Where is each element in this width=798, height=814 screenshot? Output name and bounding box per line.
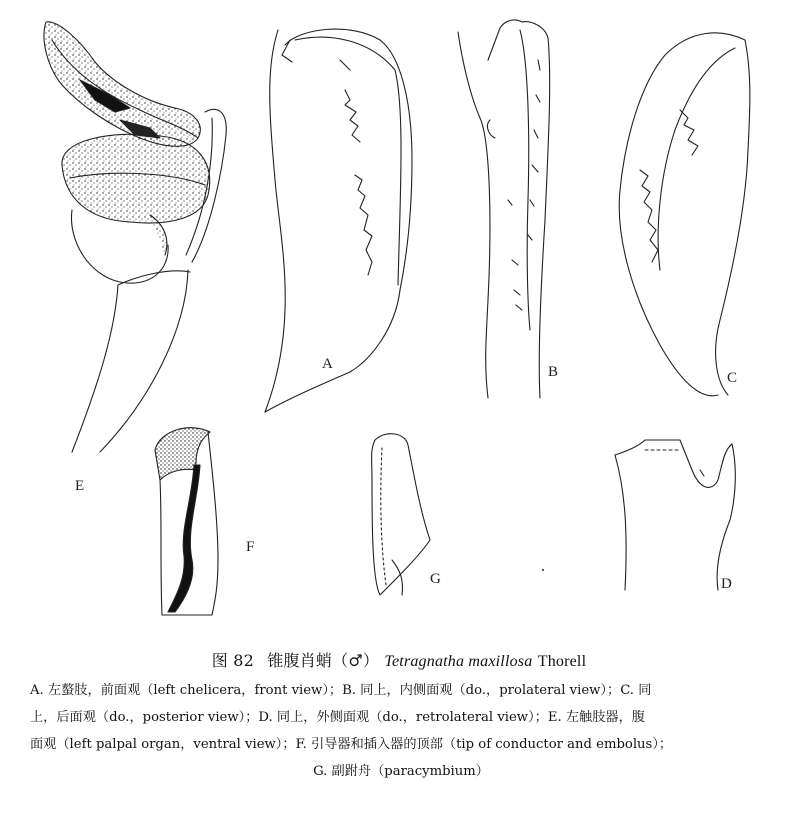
legend-line: G. 副跗舟（paracymbium） xyxy=(313,764,489,779)
species-chinese-name: 锥腹肖蛸（♂） xyxy=(267,651,380,670)
legend-line: 上，后面观（do.，posterior view）；D. 同上，外侧面观（do.，retrolateral view）；E. 左触肢器，腹 xyxy=(30,710,645,725)
drawing-a-chelicera-front xyxy=(265,29,412,412)
legend-line: 面观（left palpal organ，ventral view）；F. 引导器和插入器的顶部（tip of conductor and embolus）； xyxy=(30,737,673,752)
species-author: Thorell xyxy=(537,653,587,670)
panel-label-e: E xyxy=(75,478,85,494)
figure-legend xyxy=(30,677,772,785)
drawing-g-paracymbium xyxy=(372,434,430,595)
legend-line: A. 左螯肢，前面观（left chelicera，front view）；B. 同上，内侧面观（do.，prolateral view）；C. 同 xyxy=(30,683,652,698)
panel-label-a: A xyxy=(322,356,333,372)
drawing-e-palpal-organ xyxy=(44,22,226,452)
drawing-d-chelicera-retrolateral xyxy=(615,440,735,590)
panel-label-b: B xyxy=(548,364,559,380)
panel-label-f: F xyxy=(246,539,255,555)
panel-label-g: G xyxy=(430,571,441,587)
panel-label-d: D xyxy=(721,576,732,592)
drawing-b-chelicera-prolateral xyxy=(458,20,550,398)
figure-caption-title xyxy=(0,648,798,671)
species-scientific-name: Tetragnatha maxillosa xyxy=(384,653,533,670)
figure-number: 图 82 xyxy=(211,651,255,670)
drawing-c-chelicera-posterior xyxy=(619,33,750,396)
drawing-f-conductor-embolus xyxy=(155,428,218,615)
panel-label-c: C xyxy=(727,370,738,386)
